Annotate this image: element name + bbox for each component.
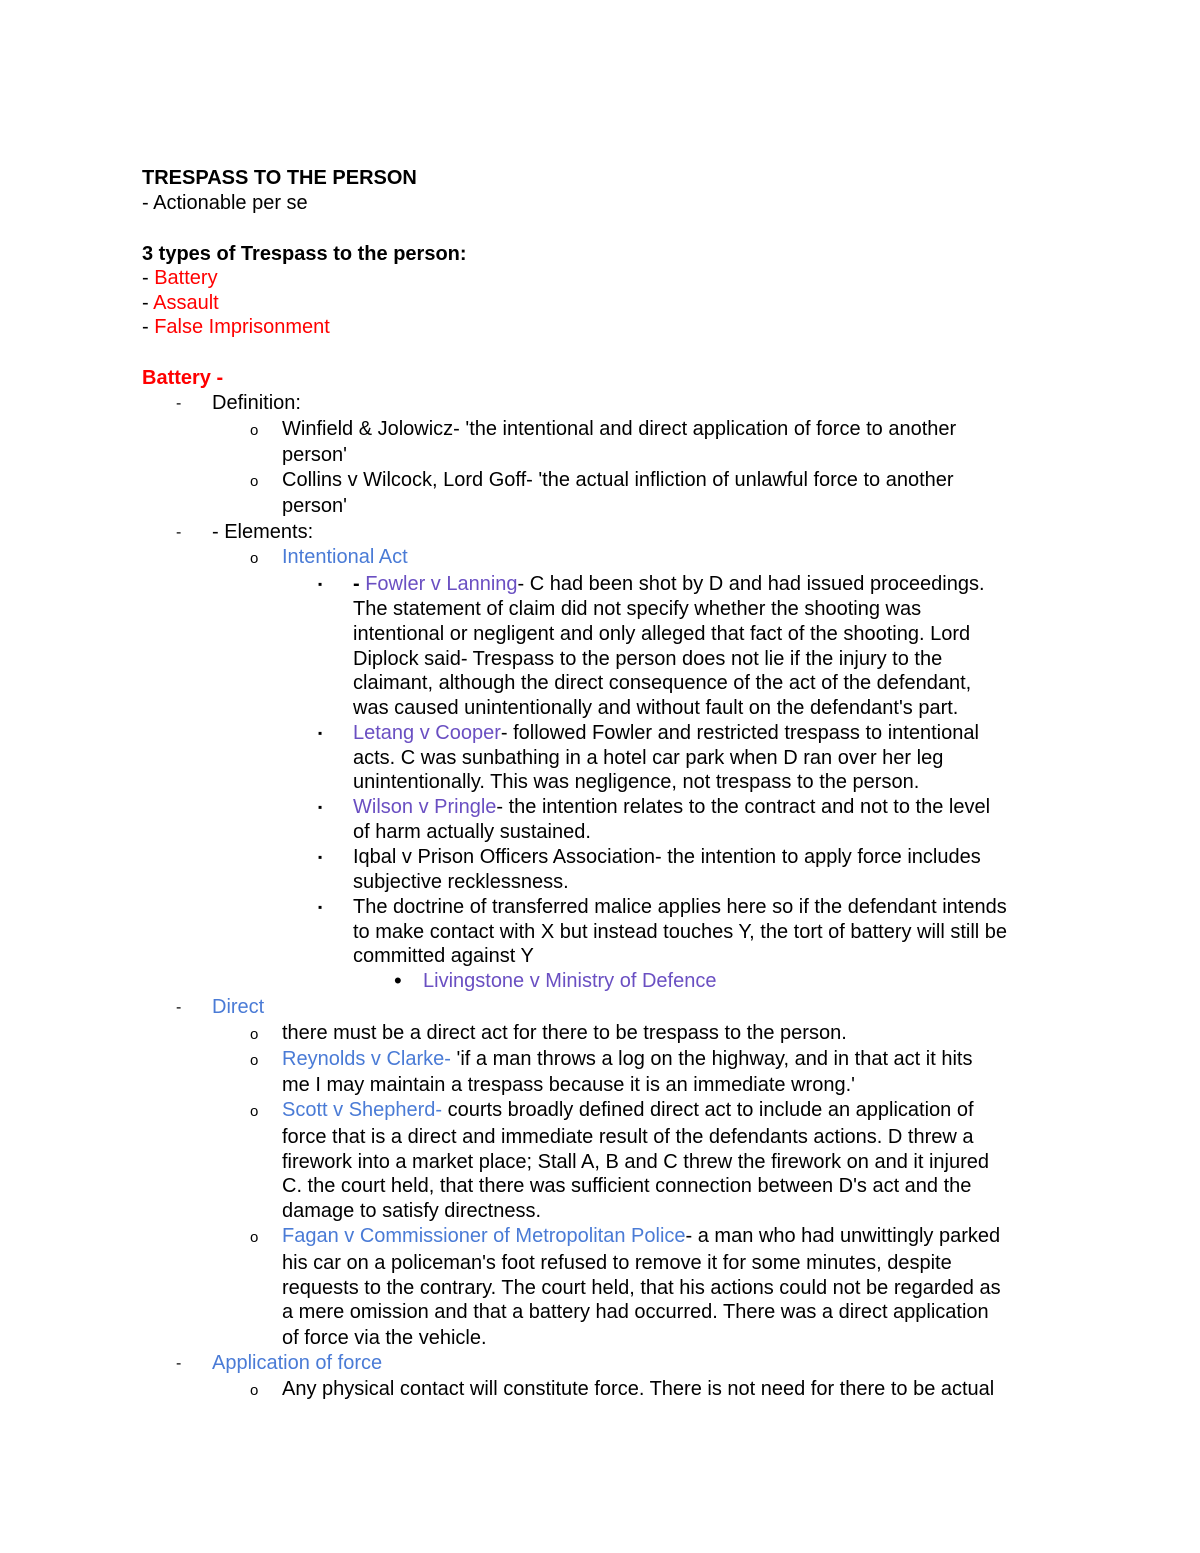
dash-marker: - (176, 524, 182, 541)
case-scott-v-shepherd: Scott v Shepherd- courts broadly defined direct act to include an application of (282, 1099, 974, 1121)
case-text-line: damage to satisfy directness. (282, 1200, 542, 1222)
case-text-line: The statement of claim did not specify whether the shooting was (353, 598, 922, 620)
type-item-assault: - Assault (142, 292, 219, 314)
direct-heading: Direct (212, 996, 265, 1018)
subtitle: - Actionable per se (142, 192, 308, 214)
intentional-act-heading: Intentional Act (282, 546, 408, 568)
case-text-line: of harm actually sustained. (353, 821, 591, 843)
case-iqbal: Iqbal v Prison Officers Association- the intention to apply force includes (353, 846, 981, 868)
case-text-line: his car on a policeman's foot refused to remove it for some minutes, despite (282, 1252, 952, 1274)
circle-bullet-icon: o (250, 1382, 259, 1399)
square-bullet-icon: ▪ (318, 577, 323, 591)
application-item: Any physical contact will constitute force. There is not need for there to be actual (282, 1378, 995, 1400)
dash-marker: - (176, 1355, 182, 1372)
case-letang-v-cooper: Letang v Cooper- followed Fowler and restricted trespass to intentional (353, 722, 979, 744)
type-item-battery: - Battery (142, 267, 218, 289)
case-text-line: Diplock said- Trespass to the person does not lie if the injury to the (353, 648, 943, 670)
dash-marker: - (176, 395, 182, 412)
square-bullet-icon: ▪ (318, 900, 323, 914)
case-text-line: unintentionally. This was negligence, not trespass to the person. (353, 771, 920, 793)
types-heading: 3 types of Trespass to the person: (142, 243, 467, 265)
dash-marker: - (176, 999, 182, 1016)
square-bullet-icon: ▪ (318, 726, 323, 740)
definition-label: Definition: (212, 392, 301, 414)
type-item-false-imprisonment: - False Imprisonment (142, 316, 330, 338)
case-text-line: a mere omission and that a battery had occurred. There was a direct application (282, 1301, 989, 1323)
case-text-line: intentional or negligent and only alleged that fact of the shooting. Lord (353, 623, 971, 645)
circle-bullet-icon: o (250, 422, 259, 439)
circle-bullet-icon: o (250, 1052, 259, 1069)
case-fowler-v-lanning: - Fowler v Lanning- C had been shot by D and had issued proceedings. (353, 573, 985, 595)
circle-bullet-icon: o (250, 1026, 259, 1043)
case-text-line: force that is a direct and immediate result of the defendants actions. D threw a (282, 1126, 974, 1148)
definition-collins: Collins v Wilcock, Lord Goff- 'the actual infliction of unlawful force to another (282, 469, 954, 491)
round-bullet-icon: • (394, 968, 402, 993)
case-text-line: claimant, although the direct consequence of the act of the defendant, (353, 672, 972, 694)
case-livingstone: Livingstone v Ministry of Defence (423, 970, 717, 992)
case-text-line: me I may maintain a trespass because it is an immediate wrong.' (282, 1074, 855, 1096)
transferred-malice: The doctrine of transferred malice applies here so if the defendant intends (353, 896, 1007, 918)
definition-winfield: Winfield & Jolowicz- 'the intentional and direct application of force to another (282, 418, 957, 440)
case-wilson-v-pringle: Wilson v Pringle- the intention relates to the contract and not to the level (353, 796, 991, 818)
application-heading: Application of force (212, 1352, 383, 1374)
direct-item: there must be a direct act for there to be trespass to the person. (282, 1022, 847, 1044)
case-text-line: firework into a market place; Stall A, B and C threw the firework on and it injured (282, 1151, 990, 1173)
case-text-line: requests to the contrary. The court held, that his actions could not be regarded as (282, 1277, 1001, 1299)
circle-bullet-icon: o (250, 550, 259, 567)
case-text-line: was caused unintentionally and without fault on the defendant's part. (353, 697, 959, 719)
square-bullet-icon: ▪ (318, 850, 323, 864)
definition-collins-cont: person' (282, 495, 347, 517)
case-reynolds-v-clarke: Reynolds v Clarke- 'if a man throws a log on the highway, and in that act it hits (282, 1048, 973, 1070)
case-text-line: committed against Y (353, 945, 534, 967)
case-text-line: acts. C was sunbathing in a hotel car park when D ran over her leg (353, 747, 944, 769)
circle-bullet-icon: o (250, 473, 259, 490)
case-text-line: subjective recklessness. (353, 871, 569, 893)
elements-label: - Elements: (212, 521, 314, 543)
page-title: TRESPASS TO THE PERSON (142, 167, 417, 189)
case-text-line: C. the court held, that there was sufficient connection between D's act and the (282, 1175, 972, 1197)
battery-heading: Battery - (142, 367, 224, 389)
case-text-line: to make contact with X but instead touches Y, the tort of battery will still be (353, 921, 1008, 943)
case-fagan: Fagan v Commissioner of Metropolitan Police- a man who had unwittingly parked (282, 1225, 1001, 1247)
case-text-line: of force via the vehicle. (282, 1327, 487, 1349)
circle-bullet-icon: o (250, 1229, 259, 1246)
definition-winfield-cont: person' (282, 444, 347, 466)
circle-bullet-icon: o (250, 1103, 259, 1120)
square-bullet-icon: ▪ (318, 800, 323, 814)
